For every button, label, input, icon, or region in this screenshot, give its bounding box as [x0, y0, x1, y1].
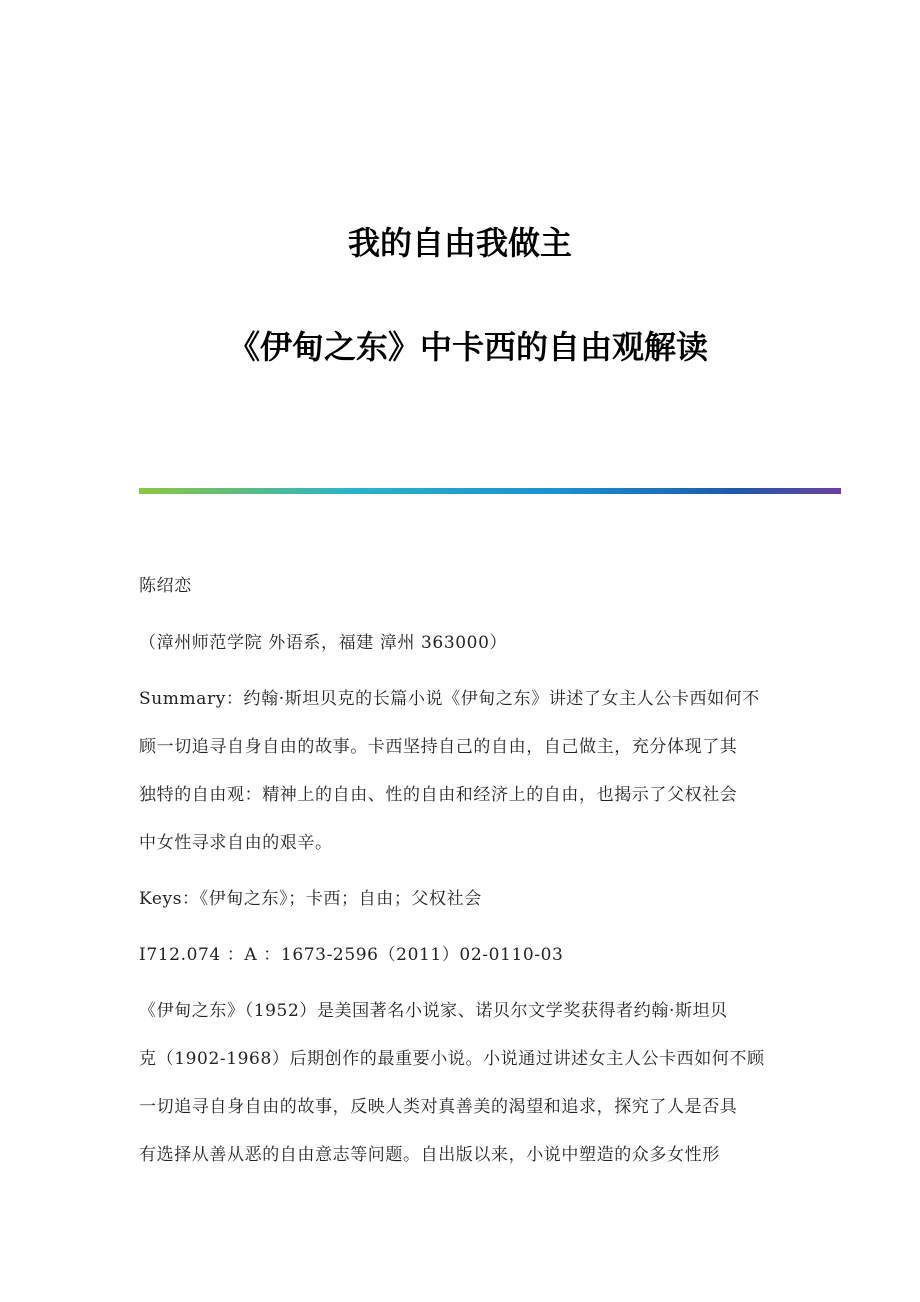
classification-code: I712.074 ：A ：1673-2596（2011）02-0110-03	[139, 945, 564, 965]
page-subtitle: 《伊甸之东》中卡西的自由观解读	[227, 328, 708, 366]
summary-line: Summary：约翰·斯坦贝克的长篇小说《伊甸之东》讲述了女主人公卡西如何不	[139, 689, 760, 709]
summary-line: 顾一切追寻自身自由的故事。卡西坚持自己的自由，自己做主，充分体现了其	[139, 737, 738, 757]
body-line: 克（1902-1968）后期创作的最重要小说。小说通过讲述女主人公卡西如何不顾	[139, 1049, 765, 1069]
page-title: 我的自由我做主	[347, 224, 572, 262]
keywords: Keys：《伊甸之东》；卡西；自由；父权社会	[139, 889, 482, 909]
summary-line: 独特的自由观：精神上的自由、性的自由和经济上的自由，也揭示了父权社会	[139, 785, 738, 805]
body-line: 一切追寻自身自由的故事，反映人类对真善美的渴望和追求，探究了人是否具	[139, 1097, 738, 1117]
author-affiliation: （漳州师范学院 外语系，福建 漳州 363000）	[139, 633, 508, 653]
gradient-divider	[139, 488, 841, 494]
body-line: 《伊甸之东》（1952）是美国著名小说家、诺贝尔文学奖获得者约翰·斯坦贝	[139, 1001, 728, 1021]
author-name: 陈绍恋	[139, 576, 192, 596]
body-line: 有选择从善从恶的自由意志等问题。自出版以来，小说中塑造的众多女性形	[139, 1145, 720, 1165]
summary-line: 中女性寻求自由的艰辛。	[139, 833, 333, 853]
